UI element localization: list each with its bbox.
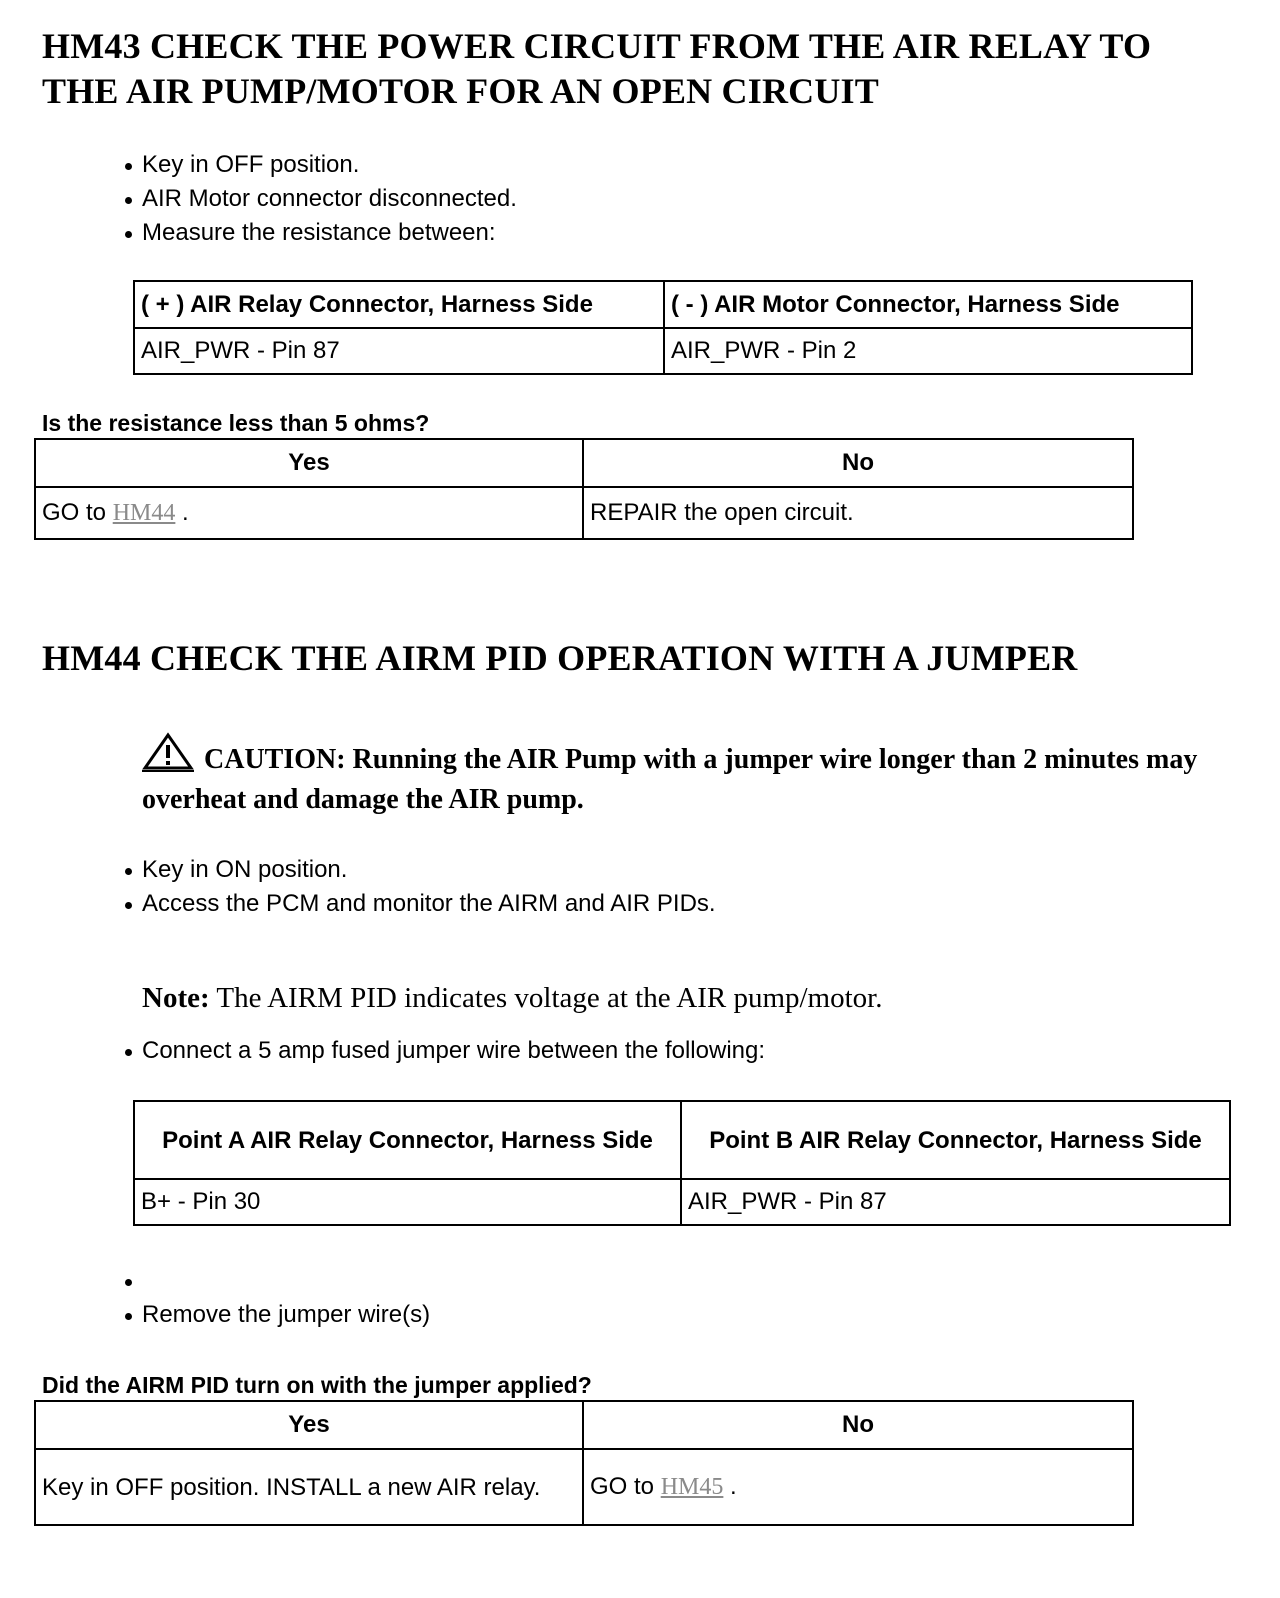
answer-yes-header: Yes — [35, 1401, 583, 1449]
jumper-cell-point-a: B+ - Pin 30 — [134, 1179, 681, 1225]
answer-no-cell: REPAIR the open circuit. — [583, 487, 1133, 539]
section2-heading: HM44 CHECK THE AIRM PID OPERATION WITH A JUMPER — [42, 638, 1078, 678]
answer-no-prefix: GO to — [590, 1473, 655, 1500]
measure-cell-negative: AIR_PWR - Pin 2 — [664, 328, 1192, 374]
list-item: Remove the jumper wire(s) — [120, 1298, 430, 1332]
list-item: Key in OFF position. — [120, 148, 517, 182]
list-item: Measure the resistance between: — [120, 216, 517, 250]
answer-yes-cell — [35, 487, 583, 539]
jumper-cell-point-b: AIR_PWR - Pin 87 — [681, 1179, 1230, 1225]
section2-bullet-connect — [120, 1034, 765, 1068]
jumper-header-point-a: Point A AIR Relay Connector, Harness Side — [134, 1101, 681, 1179]
section2-answer-table — [34, 1400, 1134, 1526]
hm45-link[interactable]: HM45 — [660, 1474, 724, 1500]
section2-question: Did the AIRM PID turn on with the jumper applied? — [42, 1372, 592, 1398]
list-item: Key in ON position. — [120, 853, 716, 887]
measure-cell-positive: AIR_PWR - Pin 87 — [134, 328, 664, 374]
answer-no-cell — [583, 1449, 1133, 1525]
measure-table — [133, 280, 1193, 375]
jumper-header-point-b: Point B AIR Relay Connector, Harness Side — [681, 1101, 1230, 1179]
section1-heading-line2: THE AIR PUMP/MOTOR FOR AN OPEN CIRCUIT — [42, 71, 879, 111]
hm44-link[interactable]: HM44 — [112, 500, 176, 526]
answer-no-header: No — [583, 439, 1133, 487]
section1-heading-line1: HM43 CHECK THE POWER CIRCUIT FROM THE AIR RELAY TO — [42, 26, 1152, 66]
warning-triangle-icon — [142, 732, 194, 772]
answer-yes-cell: Key in OFF position. INSTALL a new AIR relay. — [35, 1449, 583, 1525]
list-item: AIR Motor connector disconnected. — [120, 182, 517, 216]
measure-header-positive: ( + ) AIR Relay Connector, Harness Side — [134, 281, 664, 328]
section1-bullets — [120, 148, 517, 250]
caution-block — [142, 732, 1242, 820]
answer-yes-suffix: . — [182, 499, 189, 526]
caution-text: CAUTION: Running the AIR Pump with a jumper wire longer than 2 minutes may overheat and damage the AIR pump. — [142, 744, 1198, 815]
jumper-table — [133, 1100, 1231, 1226]
section1-answer-table — [34, 438, 1134, 540]
section2-bullets-b — [120, 1264, 430, 1332]
answer-yes-header: Yes — [35, 439, 583, 487]
list-item — [120, 1264, 430, 1298]
answer-yes-prefix: GO to — [42, 499, 107, 526]
list-item: Access the PCM and monitor the AIRM and AIR PIDs. — [120, 887, 716, 921]
note-text: The AIRM PID indicates voltage at the AIR pump/motor. — [216, 982, 883, 1014]
answer-no-suffix: . — [730, 1473, 737, 1500]
list-item: Connect a 5 amp fused jumper wire between the following: — [120, 1034, 765, 1068]
section2-bullets-a — [120, 853, 716, 921]
measure-header-negative: ( - ) AIR Motor Connector, Harness Side — [664, 281, 1192, 328]
section1-heading — [42, 24, 1151, 114]
answer-no-header: No — [583, 1401, 1133, 1449]
note-label: Note: — [142, 982, 210, 1014]
note — [142, 978, 882, 1018]
section1-question: Is the resistance less than 5 ohms? — [42, 410, 430, 436]
